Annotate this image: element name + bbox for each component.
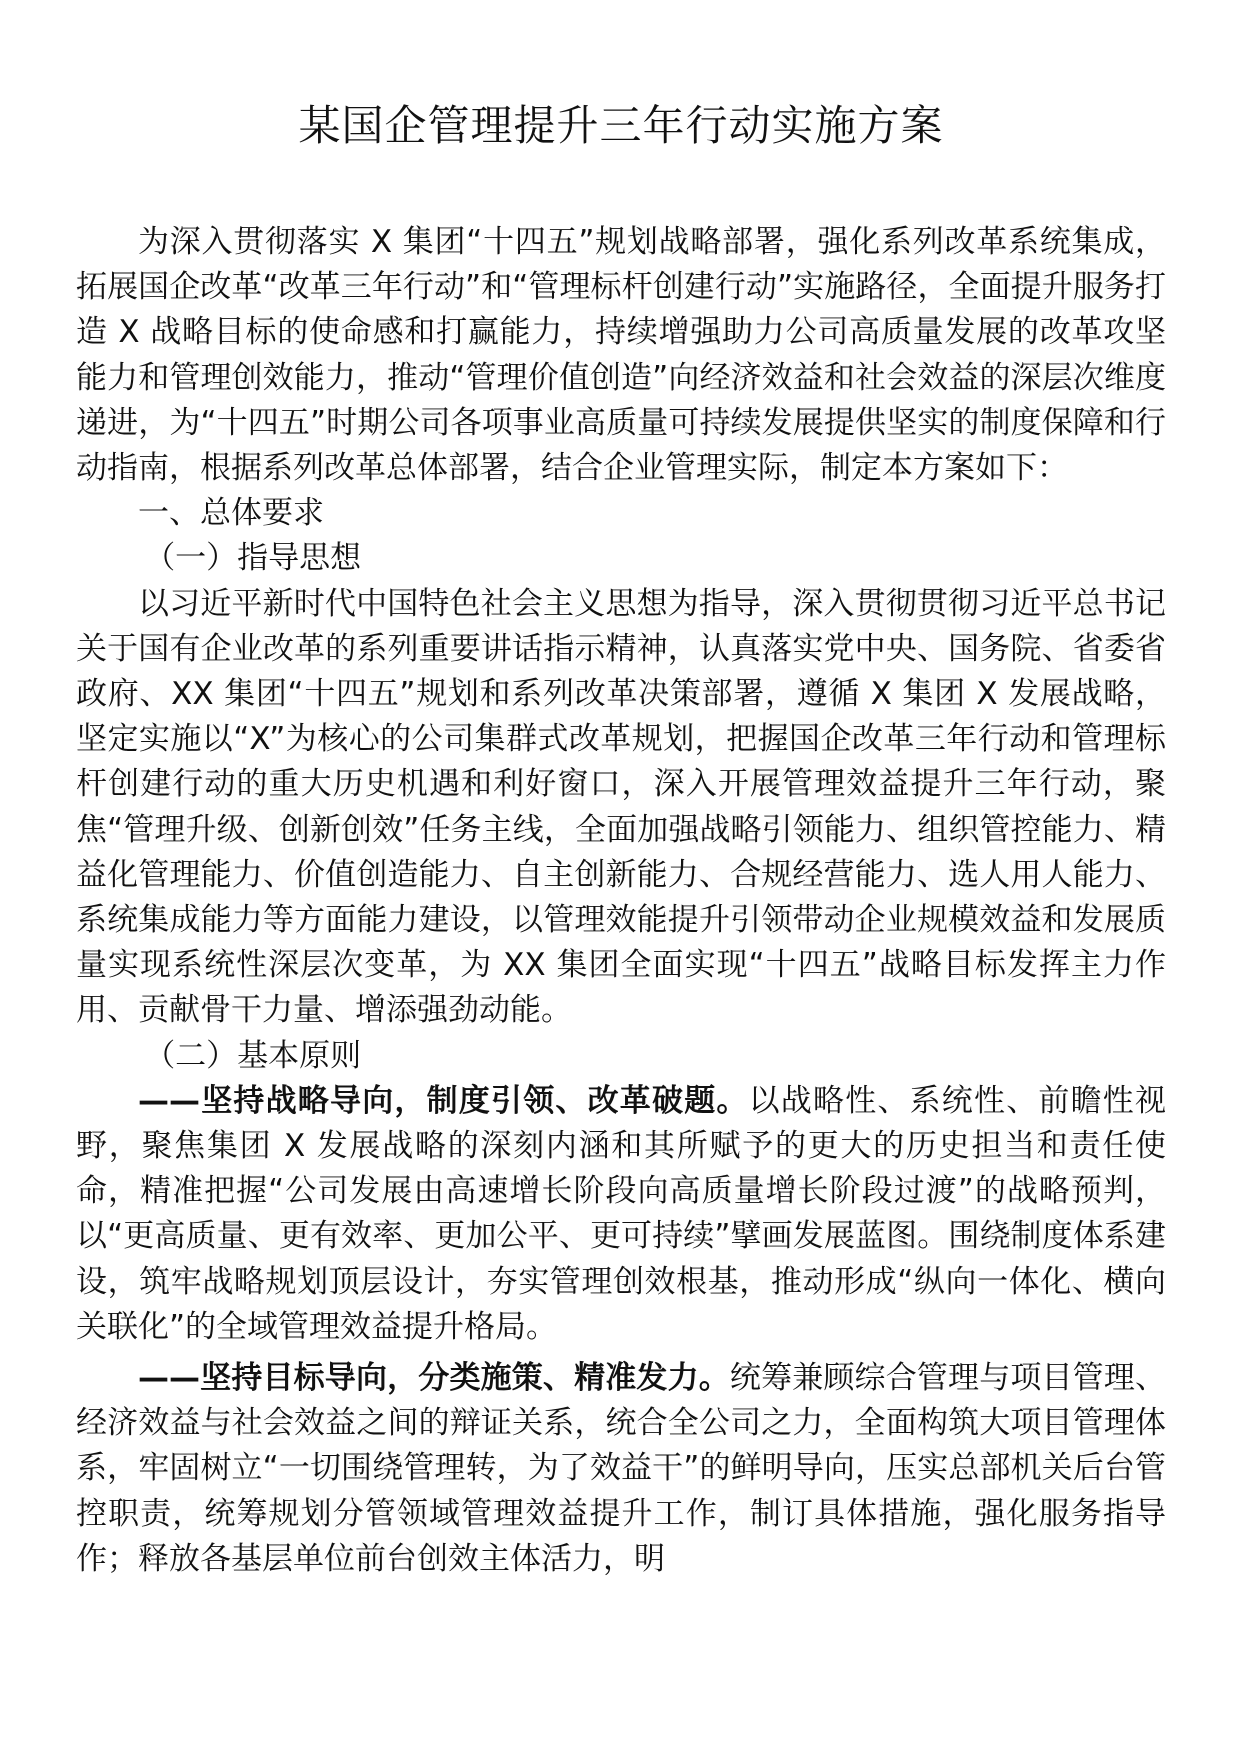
principle-paragraph-strategy	[76, 1079, 1166, 1350]
guiding-ideology-paragraph: 以习近平新时代中国特色社会主义思想为指导，深入贯彻贯彻习近平总书记关于国有企业改革的系列重要讲话指示精神，认真落实党中央、国务院、省委省政府、XX 集团“十四五”规划和系列改革决策部署，遵循 X 集团 X 发展战略，坚定实施以“X”为核心的公司集群式改革规划，把握国企改革三年行动和管理标杆创建行动的重大历史机遇和利好窗口，深入开展管理效益提升三年行动，聚焦“管理升级、创新创效”任务主线，全面加强战略引领能力、组织管控能力、精益化管理能力、价值创造能力、自主创新能力、合规经营能力、选人用人能力、系统集成能力等方面能力建设，以管理效能提升引领带动企业规模效益和发展质量实现系统性深层次变革，为 XX 集团全面实现“十四五”战略目标发挥主力作用、贡献骨干力量、增添强劲动能。	[76, 585, 1166, 1029]
intro-paragraph: 为深入贯彻落实 X 集团“十四五”规划战略部署，强化系列改革系统集成，拓展国企改革“改革三年行动”和“管理标杆创建行动”实施路径，全面提升服务打造 X 战略目标的使命感和打赢能力，持续增强助力公司高质量发展的改革攻坚能力和管理创效能力，推动“管理价值创造”向经济效益和社会效益的深层次维度递进，为“十四五”时期公司各项事业高质量可持续发展提供坚实的制度保障和行动指南，根据系列改革总体部署，结合企业管理实际，制定本方案如下：	[76, 224, 1166, 487]
principle-paragraph-goal	[76, 1356, 1166, 1582]
principle-lead-strategy: ——坚持战略导向，制度引领、改革破题。	[138, 1082, 749, 1119]
principle-lead-goal: ——坚持目标导向，分类施策、精准发力。	[138, 1360, 730, 1397]
principle-body-strategy: 以战略性、系统性、前瞻性视野，聚焦集团 X 发展战略的深刻内涵和其所赋予的更大的历史担当和责任使命，精准把握“公司发展由高速增长阶段向高质量增长阶段过渡”的战略预判，以“更高质量、更有效率、更加公平、更可持续”擘画发展蓝图。围绕制度体系建设，筑牢战略规划顶层设计，夯实管理创效根基，推动形成“纵向一体化、横向关联化”的全域管理效益提升格局。	[76, 1082, 1167, 1345]
subsection-heading-basic-principles: （二）基本原则	[144, 1037, 362, 1074]
document-page	[76, 96, 1166, 1582]
document-title: 某国企管理提升三年行动实施方案	[298, 101, 944, 150]
subsection-heading-guiding-ideology: （一）指导思想	[144, 540, 362, 577]
section-heading-overall-requirements: 一、总体要求	[138, 495, 324, 532]
principle-body-goal: 统筹兼顾综合管理与项目管理、经济效益与社会效益之间的辩证关系，统合全公司之力，全面构筑大项目管理体系，牢固树立“一切围绕管理转，为了效益干”的鲜明导向，压实总部机关后台管控职责，统筹规划分管领域管理效益提升工作，制订具体措施，强化服务指导作；释放各基层单位前台创效主体活力，明	[76, 1360, 1167, 1577]
